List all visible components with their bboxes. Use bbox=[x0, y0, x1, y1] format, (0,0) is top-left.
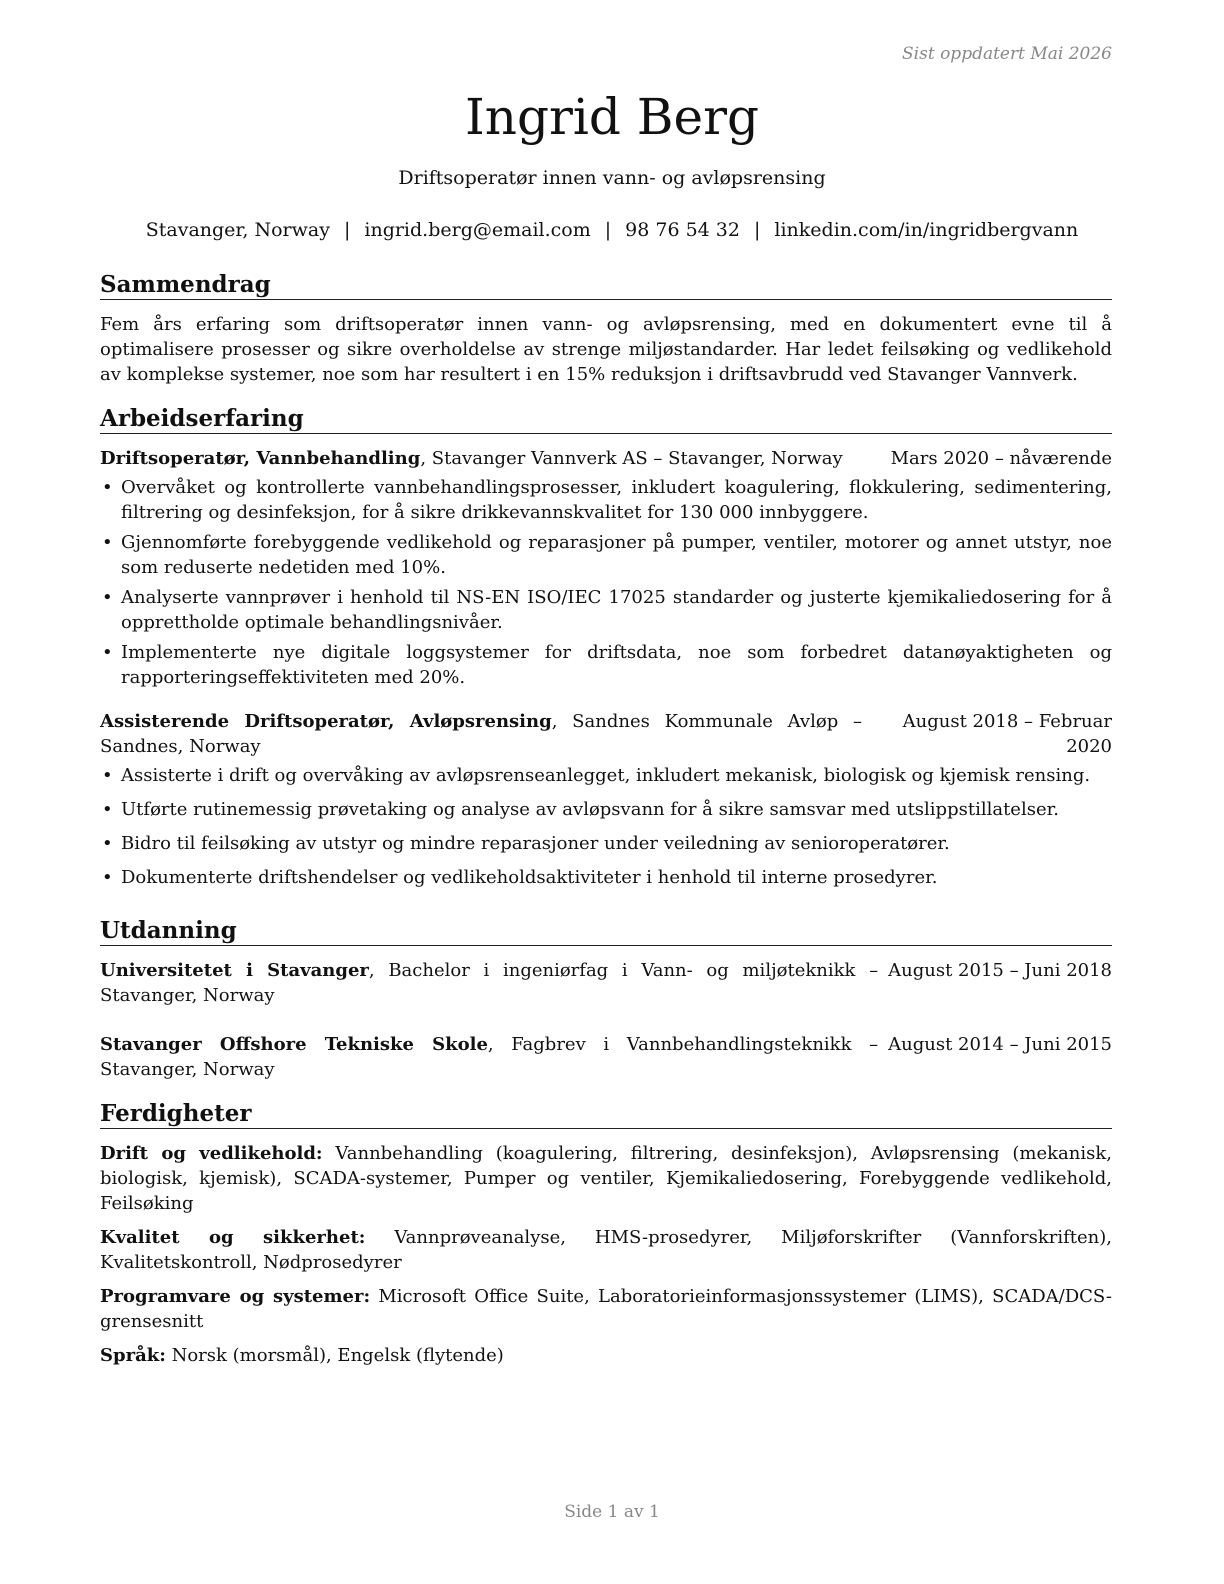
section-title: Ferdigheter bbox=[100, 1100, 1112, 1129]
page-number: Side 1 av 1 bbox=[564, 1502, 660, 1522]
list-item: • Overvåket og kontrollerte vannbehandlingsprosesser, inkludert koagulering, flokkulering, sedimentering, filtrering og desinfeksjon, for å sikre drikkevannskvalitet for 130 000 innbyggere. bbox=[100, 475, 1112, 525]
school-name: Universitetet i Stavanger bbox=[100, 960, 369, 981]
school-name: Stavanger Offshore Tekniske Skole bbox=[100, 1034, 488, 1055]
job-entry bbox=[100, 709, 1112, 890]
list-item: • Utførte rutinemessig prøvetaking og analyse av avløpsvann for å sikre samsvar med utslippstillatelser. bbox=[100, 797, 1112, 822]
section-title: Sammendrag bbox=[100, 271, 1112, 300]
skill-text: Norsk (morsmål), Engelsk (flytende) bbox=[165, 1345, 504, 1366]
list-item: • Assisterte i drift og overvåking av avløpsrenseanlegget, inkludert mekanisk, biologisk og kjemisk rensing. bbox=[100, 763, 1112, 788]
contact-separator: | bbox=[604, 219, 612, 241]
job-dates: August 2018 – Februar 2020 bbox=[902, 711, 1112, 757]
education-entry bbox=[100, 958, 1112, 1008]
job-employer: , Stavanger Vannverk AS – Stavanger, Norway bbox=[420, 448, 843, 469]
experience-section bbox=[100, 405, 1112, 899]
contact-phone: 98 76 54 32 bbox=[625, 219, 740, 241]
job-dates: Mars 2020 – nåværende bbox=[890, 448, 1112, 469]
education-dates: August 2015 – Juni 2018 bbox=[888, 960, 1112, 981]
skill-line bbox=[100, 1343, 1112, 1368]
list-item: • Bidro til feilsøking av utstyr og mindre reparasjoner under veiledning av senioroperatører. bbox=[100, 831, 1112, 856]
skill-label: Drift og vedlikehold: bbox=[100, 1143, 323, 1164]
skill-text: Vannprøveanalyse, HMS-prosedyrer, Miljøforskrifter (Vannforskriften), Kvalitetskontroll, Nødprosedyrer bbox=[100, 1227, 1112, 1273]
job-role: Assisterende Driftsoperatør, Avløpsrensing bbox=[100, 711, 552, 732]
job-header bbox=[100, 709, 1112, 759]
list-item: • Analyserte vannprøver i henhold til NS-EN ISO/IEC 17025 standarder og justerte kjemikaliedosering for å opprettholde optimale behandlingsnivåer. bbox=[100, 585, 1112, 635]
contact-separator: | bbox=[343, 219, 351, 241]
education-dates: August 2014 – Juni 2015 bbox=[888, 1034, 1112, 1055]
list-item: • Implementerte nye digitale loggsystemer for driftsdata, noe som forbedret datanøyaktigheten og rapporteringseffektiviteten med 20%. bbox=[100, 640, 1112, 690]
skill-line bbox=[100, 1225, 1112, 1275]
skill-line bbox=[100, 1141, 1112, 1216]
job-header bbox=[100, 446, 1112, 471]
job-entry bbox=[100, 446, 1112, 690]
skill-label: Språk: bbox=[100, 1345, 166, 1366]
candidate-name: Ingrid Berg bbox=[465, 88, 759, 146]
skill-text: Vannbehandling (koagulering, filtrering, desinfeksjon), Avløpsrensing (mekanisk, biologisk, kjemisk), SCADA-systemer, Pumper og ventiler, Kjemikaliedosering, Forebyggende vedlikehold, Feilsøking bbox=[100, 1143, 1112, 1214]
contact-email[interactable]: ingrid.berg@email.com bbox=[364, 219, 591, 241]
contact-separator: | bbox=[753, 219, 761, 241]
skill-text: Microsoft Office Suite, Laboratorieinformasjonssystemer (LIMS), SCADA/DCS-grensesnitt bbox=[100, 1286, 1113, 1332]
job-role: Driftsoperatør, Vannbehandling bbox=[100, 448, 421, 469]
skills-section bbox=[100, 1100, 1112, 1377]
education-entry bbox=[100, 1032, 1112, 1082]
skill-line bbox=[100, 1284, 1112, 1334]
education-section bbox=[100, 917, 1112, 1082]
section-title: Utdanning bbox=[100, 917, 1112, 946]
skill-label: Kvalitet og sikkerhet: bbox=[100, 1227, 366, 1248]
job-bullets bbox=[100, 763, 1112, 890]
list-item: • Gjennomførte forebyggende vedlikehold og reparasjoner på pumper, ventiler, motorer og annet utstyr, noe som reduserte nedetiden med 10%. bbox=[100, 530, 1112, 580]
summary-section bbox=[100, 271, 1112, 387]
contact-linkedin[interactable]: linkedin.com/in/ingridbergvann bbox=[774, 219, 1079, 241]
candidate-title: Driftsoperatør innen vann- og avløpsrensing bbox=[398, 167, 826, 189]
summary-text: Fem års erfaring som driftsoperatør innen vann- og avløpsrensing, med en dokumentert evne til å optimalisere prosesser og sikre overholdelse av strenge miljøstandarder. Har ledet feilsøking og vedlikehold av komplekse systemer, noe som har resultert i en 15% reduksjon i driftsavbrudd ved Stavanger Vannverk. bbox=[100, 314, 1112, 385]
last-updated: Sist oppdatert Mai 2026 bbox=[902, 44, 1112, 64]
contact-line bbox=[0, 219, 1224, 241]
job-bullets bbox=[100, 475, 1112, 690]
section-title: Arbeidserfaring bbox=[100, 405, 1112, 434]
contact-location: Stavanger, Norway bbox=[145, 219, 330, 241]
degree-detail: , Fagbrev i Vannbehandlingsteknikk – Stavanger, Norway bbox=[100, 1034, 879, 1080]
list-item: • Dokumenterte driftshendelser og vedlikeholdsaktiviteter i henhold til interne prosedyrer. bbox=[100, 865, 1112, 890]
skill-label: Programvare og systemer: bbox=[100, 1286, 371, 1307]
job-employer: , Sandnes Kommunale Avløp – Sandnes, Norway bbox=[100, 711, 862, 757]
degree-detail: , Bachelor i ingeniørfag i Vann- og miljøteknikk – Stavanger, Norway bbox=[100, 960, 879, 1006]
